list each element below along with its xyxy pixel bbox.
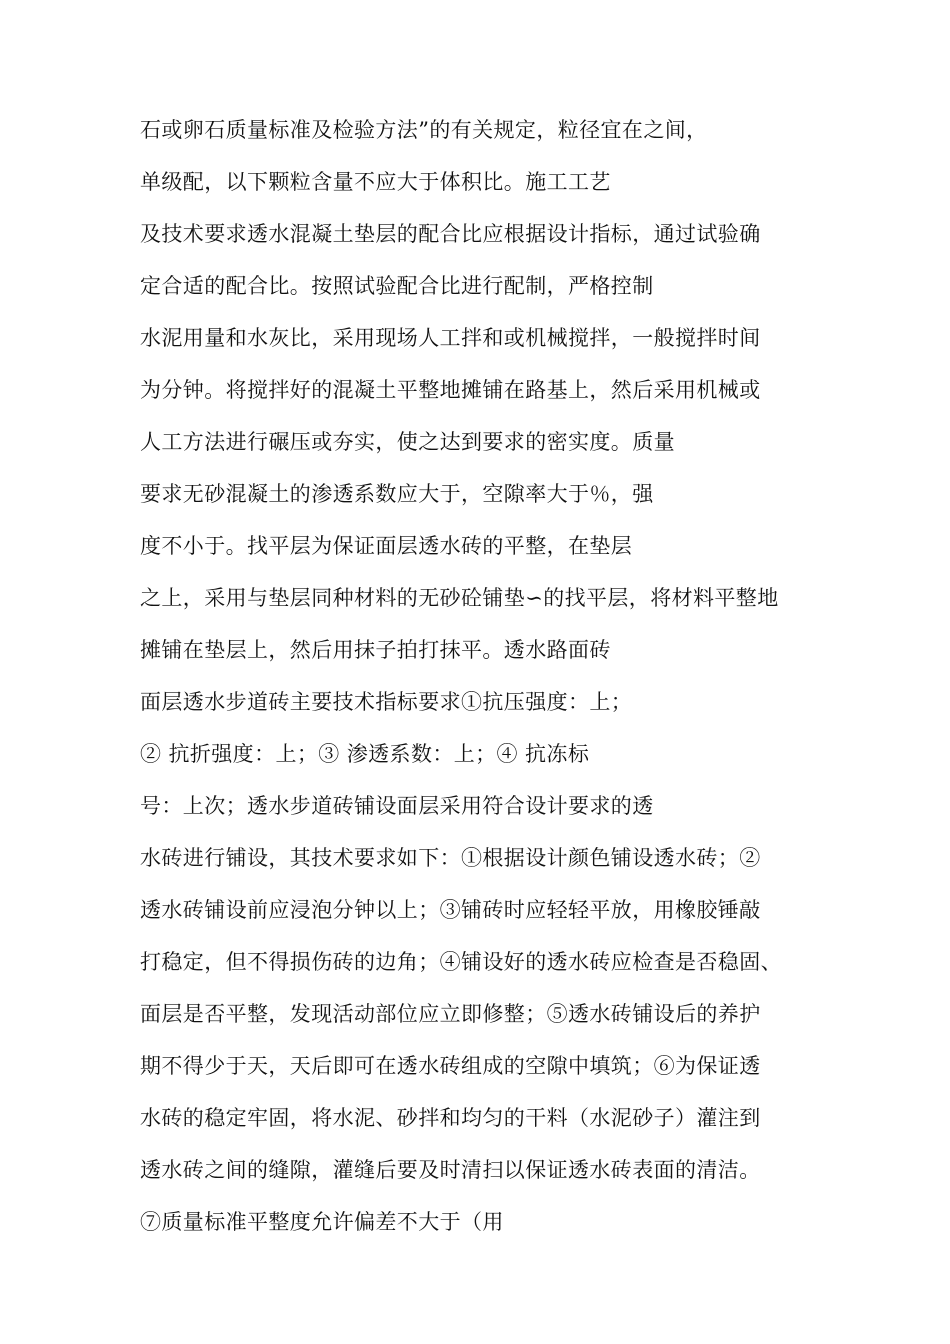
text-line: 定合适的配合比。按照试验配合比进行配制，严格控制 [140,274,654,298]
text-line: ⑦质量标准平整度允许偏差不大于（用 [140,1210,504,1234]
text-line: 面层是否平整，发现活动部位应立即修整；⑤透水砖铺设后的养护 [140,1002,761,1026]
text-line: 人工方法进行碾压或夯实，使之达到要求的密实度。质量 [140,430,675,454]
text-line: 号：上次；透水步道砖铺设面层采用符合设计要求的透 [140,794,654,818]
text-line: 水砖进行铺设，其技术要求如下：①根据设计颜色铺设透水砖；② [140,846,761,870]
text-line: 单级配，以下颗粒含量不应大于体积比。施工工艺 [140,170,611,194]
text-line: 期不得少于天，天后即可在透水砖组成的空隙中填筑；⑥为保证透 [140,1054,761,1078]
document-body [140,104,830,1248]
text-line: 透水砖铺设前应浸泡分钟以上；③铺砖时应轻轻平放，用橡胶锤敲 [140,898,761,922]
text-line: 石或卵石质量标准及检验方法”的有关规定，粒径宜在之间， [140,118,708,142]
text-line: 水砖的稳定牢固，将水泥、砂拌和均匀的干料（水泥砂子）灌注到 [140,1106,761,1130]
text-line: 透水砖之间的缝隙，灌缝后要及时清扫以保证透水砖表面的清洁。 [140,1158,761,1182]
text-line: 面层透水步道砖主要技术指标要求①抗压强度：上； [140,690,633,714]
text-line: 之上，采用与垫层同种材料的无砂砼铺垫∽的找平层，将材料平整地 [140,586,779,610]
text-line: 度不小于。找平层为保证面层透水砖的平整，在垫层 [140,534,633,558]
text-line: 要求无砂混凝土的渗透系数应大于，空隙率大于％，强 [140,482,654,506]
text-line: 打稳定，但不得损伤砖的边角；④铺设好的透水砖应检查是否稳固、 [140,950,782,974]
text-line: 水泥用量和水灰比，采用现场人工拌和或机械搅拌，一般搅拌时间 [140,326,761,350]
text-line: ② 抗折强度：上；③ 渗透系数：上；④ 抗冻标 [140,742,590,766]
text-line: 摊铺在垫层上，然后用抹子拍打抹平。透水路面砖 [140,638,611,662]
text-line: 为分钟。将搅拌好的混凝土平整地摊铺在路基上，然后采用机械或 [140,378,761,402]
text-line: 及技术要求透水混凝土垫层的配合比应根据设计指标，通过试验确 [140,222,761,246]
